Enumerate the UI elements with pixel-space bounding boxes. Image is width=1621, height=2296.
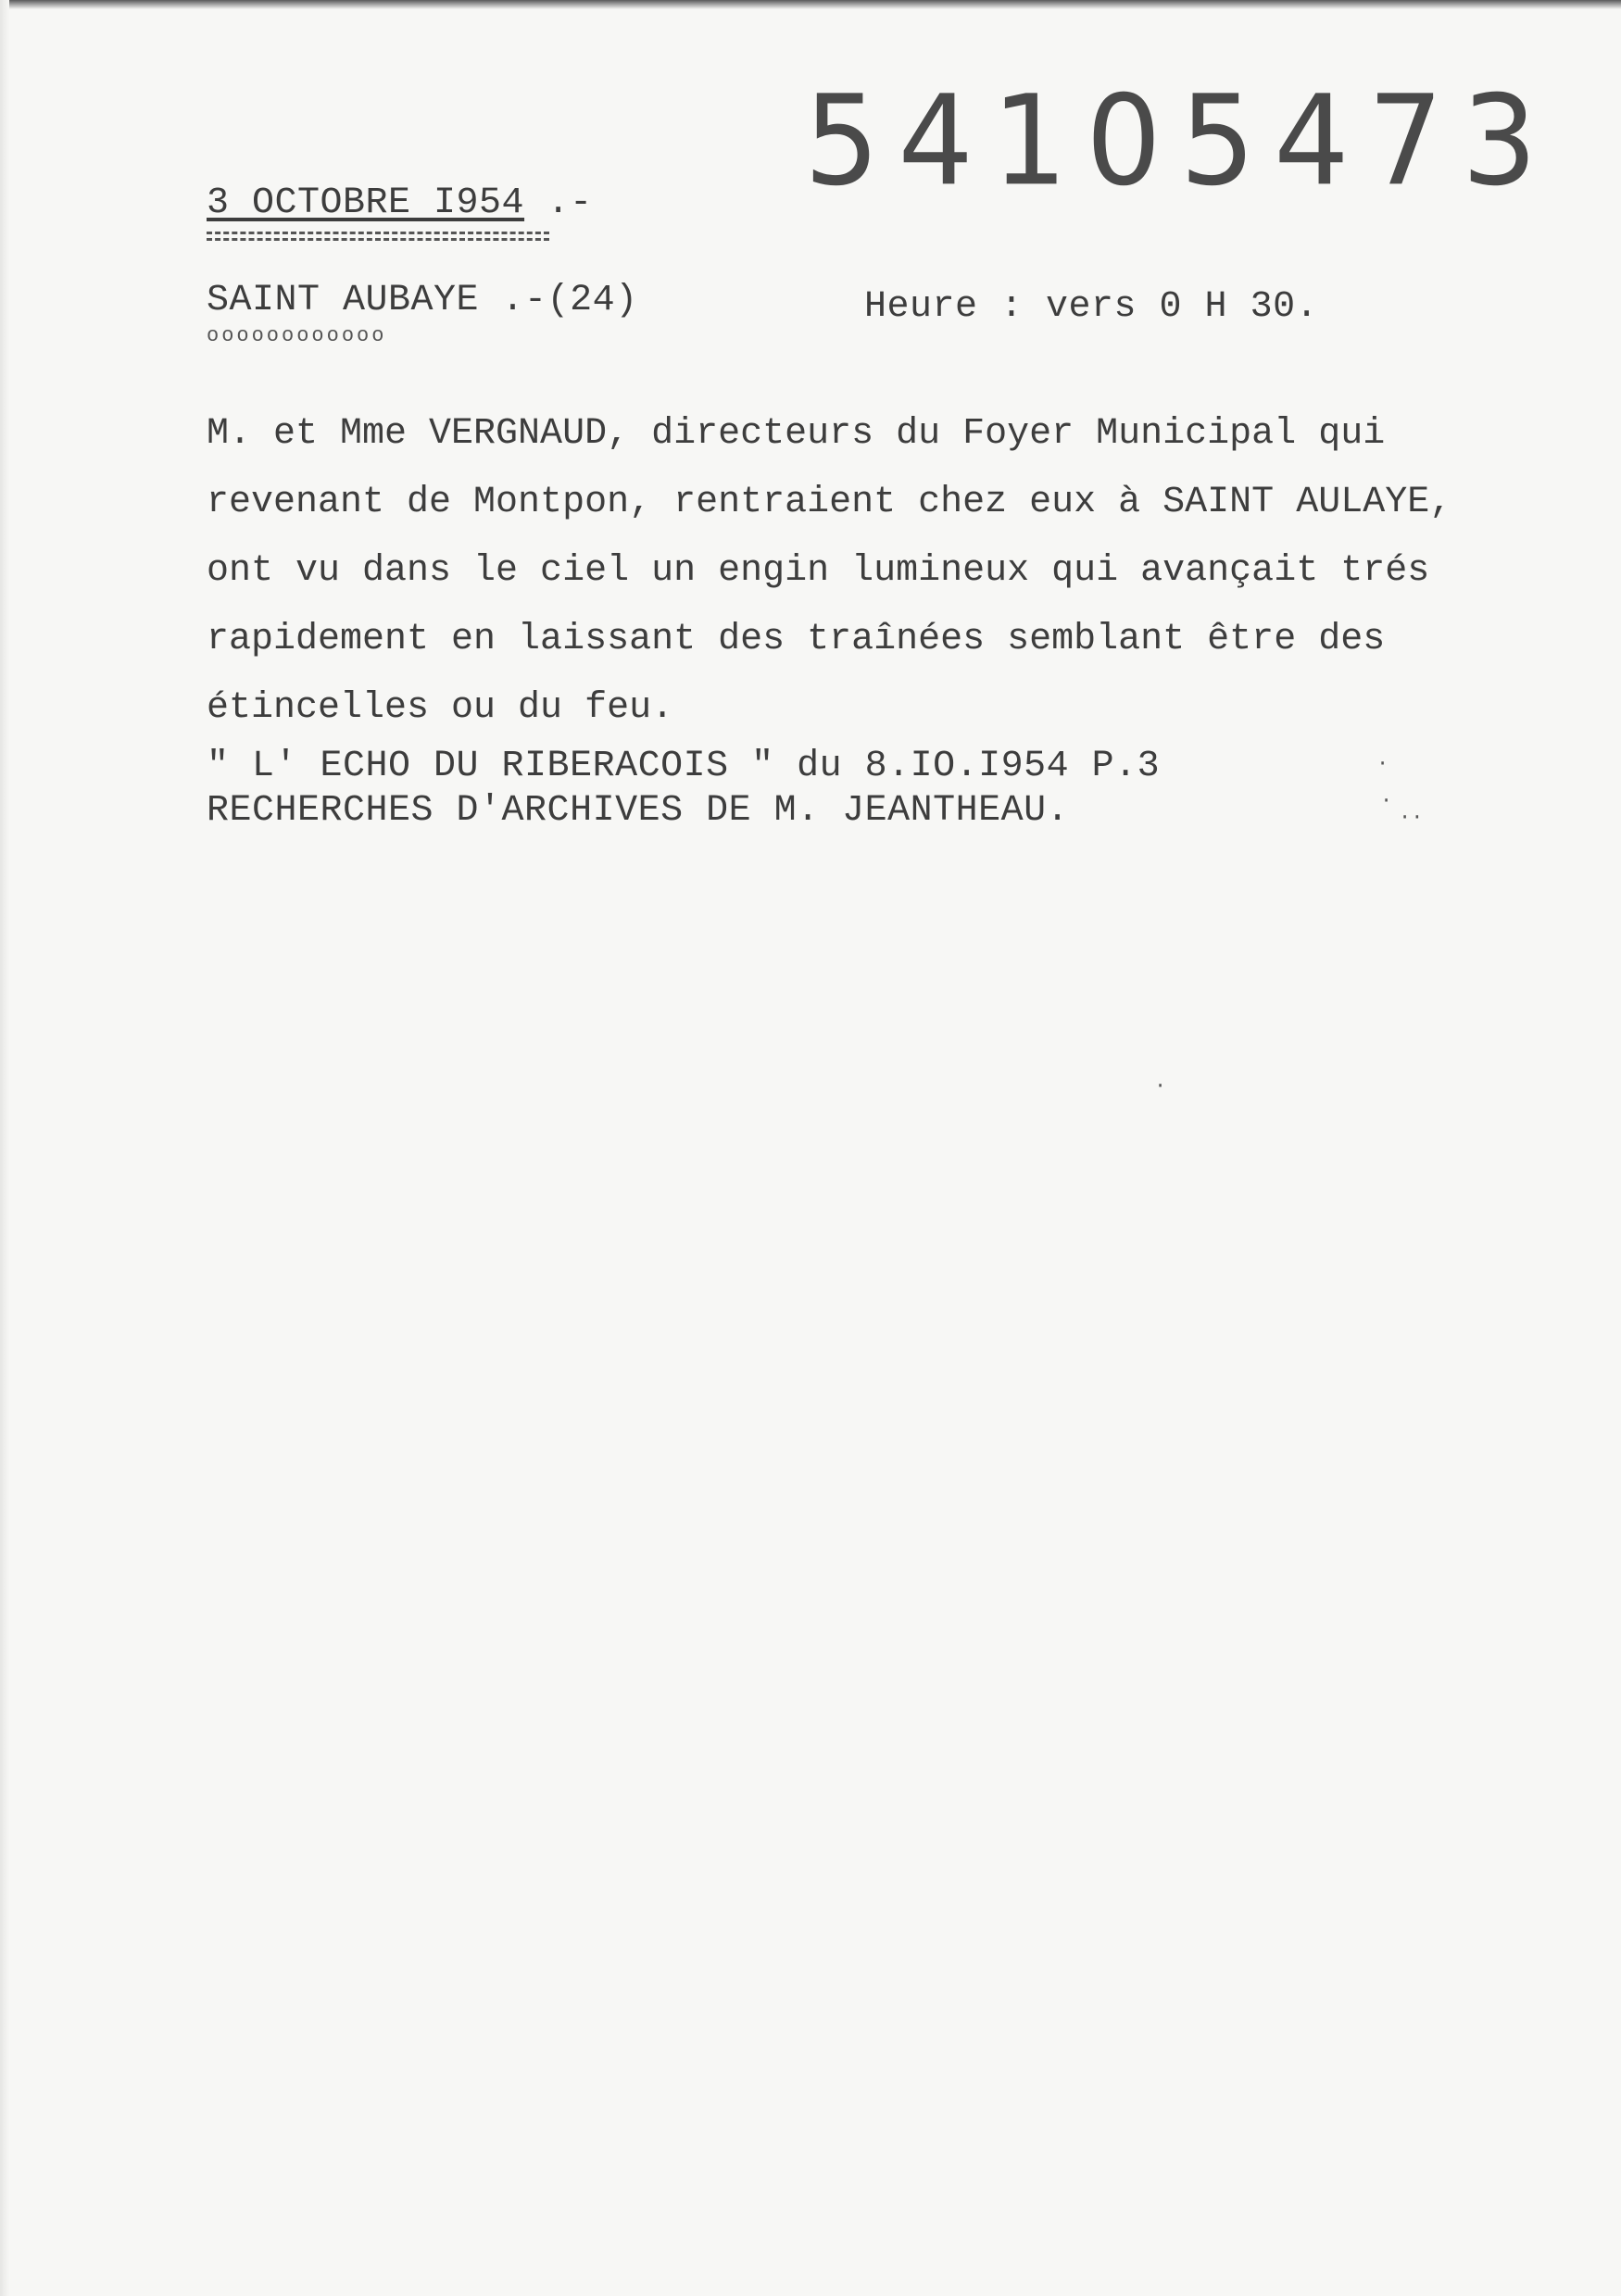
report-body (207, 400, 1577, 743)
source-citation: " L' ECHO DU RIBERACOIS " du 8.IO.I954 P.3 (207, 746, 1161, 787)
report-time: Heure : vers 0 H 30. (864, 286, 1319, 328)
date-text: 3 OCTOBRE I954 (207, 182, 525, 224)
body-line: rapidement en laissant des traînées semblant être des (207, 619, 1386, 660)
ink-speck: · (1380, 789, 1393, 812)
report-date (207, 182, 593, 224)
scan-top-edge (0, 0, 1621, 13)
body-line: M. et Mme VERGNAUD, directeurs du Foyer Municipal qui (207, 413, 1386, 455)
date-suffix: .- (524, 182, 593, 224)
body-line: étincelles ou du feu. (207, 687, 674, 729)
place-underline: oooooooooooo (207, 324, 387, 347)
body-line: ont vu dans le ciel un engin lumineux qui avançait trés (207, 550, 1430, 592)
stamp-number: 54105473 (804, 69, 1556, 214)
ink-speck: · (1154, 1074, 1167, 1098)
body-line: revenant de Montpon, rentraient chez eux à SAINT AULAYE, (207, 482, 1452, 523)
date-double-underline (207, 232, 549, 241)
ink-speck: · (1376, 752, 1389, 775)
ink-speck: ·· (1399, 806, 1424, 829)
report-place: SAINT AUBAYE .-(24) (207, 280, 638, 321)
scan-left-edge (0, 0, 9, 2296)
archive-credit: RECHERCHES D'ARCHIVES DE M. JEANTHEAU. (207, 790, 1070, 832)
